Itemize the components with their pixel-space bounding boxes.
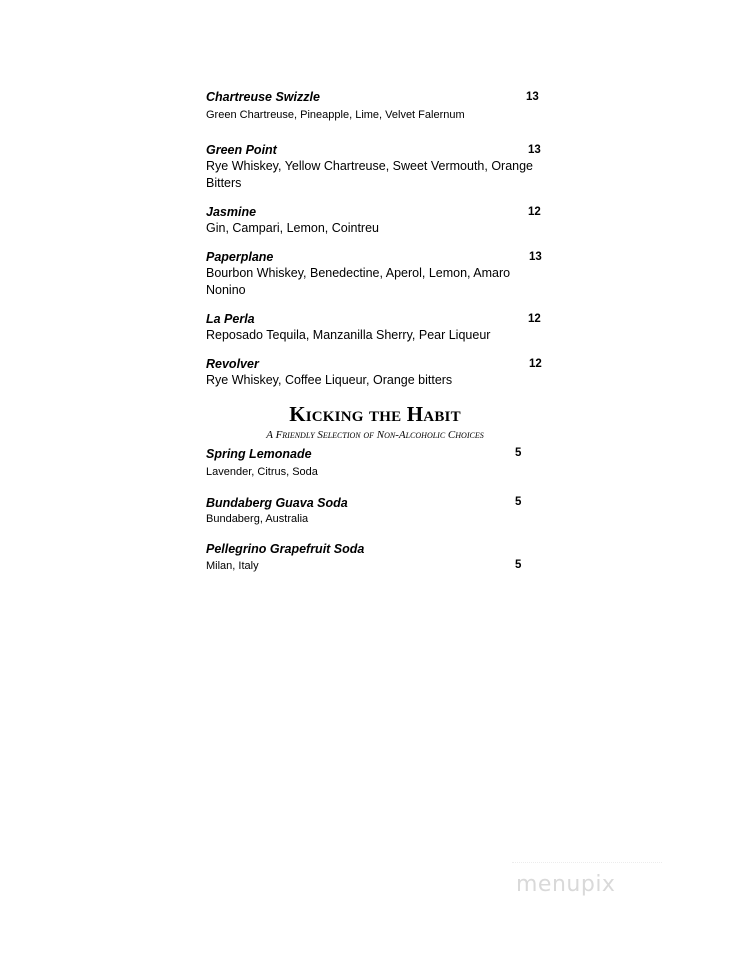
item-price: 5	[515, 559, 522, 571]
item-description: Lavender, Citrus, Soda	[206, 466, 318, 478]
item-description: Bourbon Whiskey, Benedectine, Aperol, Lemon, Amaro Nonino	[206, 266, 511, 297]
item-price: 12	[529, 358, 542, 370]
item-price: 5	[515, 496, 522, 508]
item-description: Green Chartreuse, Pineapple, Lime, Velvet Falernum	[206, 109, 465, 121]
item-name: Green Point	[206, 143, 277, 157]
item-description: Rye Whiskey, Coffee Liqueur, Orange bitters	[206, 373, 453, 387]
watermark-divider	[512, 862, 662, 863]
item-description: Rye Whiskey, Yellow Chartreuse, Sweet Vermouth, Orange Bitters	[206, 159, 534, 190]
item-price: 13	[528, 144, 541, 156]
item-description: Bundaberg, Australia	[206, 513, 309, 525]
item-name: Spring Lemonade	[206, 447, 312, 461]
item-name: Jasmine	[206, 205, 257, 219]
item-price: 13	[526, 91, 539, 103]
item-name: Chartreuse Swizzle	[206, 90, 320, 104]
item-description: Milan, Italy	[206, 560, 259, 572]
watermark-logo: menupix	[516, 872, 616, 897]
item-name: Revolver	[206, 357, 259, 371]
item-name: Pellegrino Grapefruit Soda	[206, 542, 365, 556]
item-name: Paperplane	[206, 250, 274, 264]
item-price: 12	[528, 206, 541, 218]
item-price: 5	[515, 447, 522, 459]
section-subtitle: A Friendly Selection of Non-Alcoholic Choices	[266, 429, 484, 441]
item-name: Bundaberg Guava Soda	[206, 496, 348, 510]
section-title: Kicking the Habit	[289, 402, 461, 426]
item-price: 13	[529, 251, 542, 263]
item-name: La Perla	[206, 312, 255, 326]
item-description: Reposado Tequila, Manzanilla Sherry, Pear Liqueur	[206, 328, 491, 342]
item-price: 12	[528, 313, 541, 325]
item-description: Gin, Campari, Lemon, Cointreu	[206, 221, 379, 235]
